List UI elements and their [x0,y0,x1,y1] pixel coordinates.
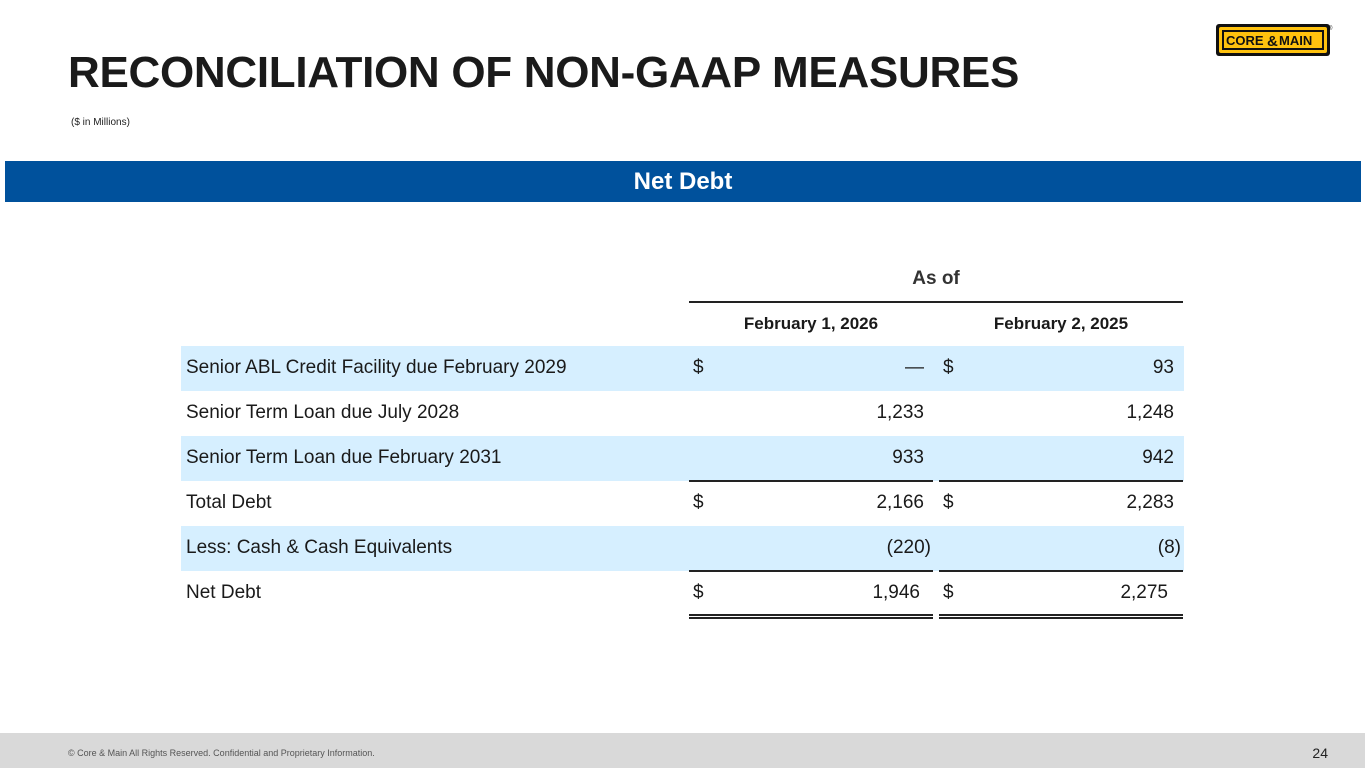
svg-text:MAIN: MAIN [1279,33,1313,48]
page-number: 24 [1312,745,1328,761]
value-2025: 2,283 [1126,492,1174,513]
value-2026: (220) [886,537,931,558]
as-of-header: As of [912,268,960,289]
copyright-notice: © Core & Main All Rights Reserved. Confidential and Proprietary Information. [68,748,375,758]
total-double-rule [689,614,933,619]
value-2026: 2,166 [876,492,924,513]
row-label: Senior Term Loan due February 2031 [186,447,502,468]
dollar-sign: $ [943,582,954,603]
column-header-2025: February 2, 2025 [993,314,1129,333]
value-2026: 1,946 [872,582,920,603]
value-2025: 942 [1142,447,1174,468]
table-row [181,571,1184,616]
table-row [181,391,1184,436]
row-label: Senior Term Loan due July 2028 [186,402,460,423]
core-and-main-logo [1216,21,1334,57]
value-2025: 2,275 [1120,582,1168,603]
row-label: Total Debt [186,492,272,513]
value-2026: 1,233 [876,402,924,423]
value-2026: — [905,357,924,378]
value-2026: 933 [892,447,924,468]
row-label: Net Debt [186,582,261,603]
column-header-2026: February 1, 2026 [743,314,879,333]
dollar-sign: $ [693,582,704,603]
table-row [181,526,1184,571]
total-double-rule [939,614,1183,619]
as-of-rule [689,301,1183,303]
page-title: RECONCILIATION OF NON-GAAP MEASURES [68,48,1020,97]
table-row [181,481,1184,526]
dollar-sign: $ [943,357,954,378]
svg-text:®: ® [1328,26,1333,32]
section-title: Net Debt [633,167,733,195]
row-label: Less: Cash & Cash Equivalents [186,537,453,558]
dollar-sign: $ [693,492,704,513]
svg-text:&: & [1267,33,1278,50]
table-row [181,436,1184,481]
section-header-band [5,161,1361,202]
row-label: Senior ABL Credit Facility due February 2029 [186,357,567,378]
footer-bar [0,733,1365,768]
dollar-sign: $ [943,492,954,513]
value-2025: (8) [1157,537,1181,558]
value-2025: 1,248 [1126,402,1174,423]
units-note: ($ in Millions) [71,117,130,128]
svg-text:CORE: CORE [1226,33,1264,48]
table-row [181,346,1184,391]
dollar-sign: $ [693,357,704,378]
value-2025: 93 [1152,357,1174,378]
